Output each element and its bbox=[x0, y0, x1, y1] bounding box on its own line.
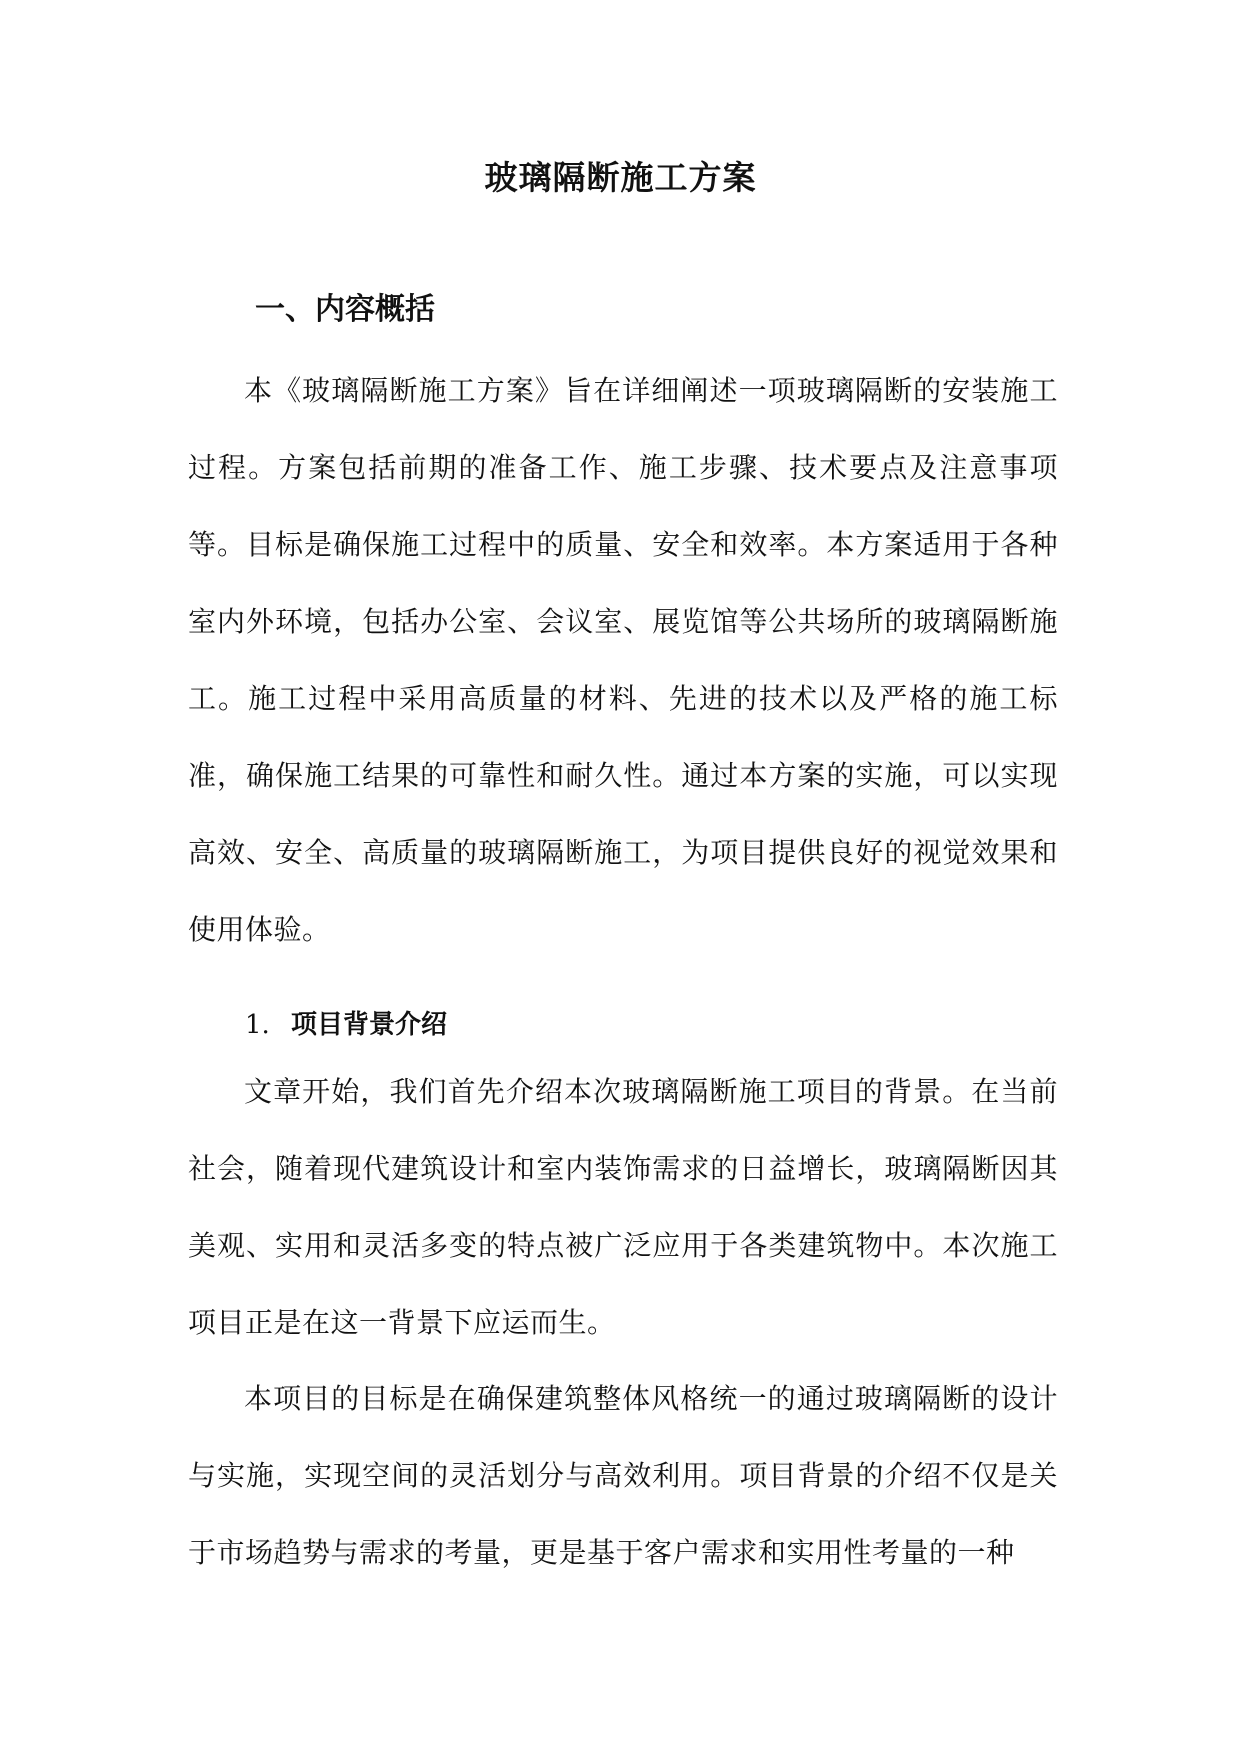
subsection-title: 项目背景介绍 bbox=[291, 1010, 448, 1040]
background-paragraph-1: 文章开始，我们首先介绍本次玻璃隔断施工项目的背景。在当前社会，随着现代建筑设计和室内装饰需求的日益增长，玻璃隔断因其美观、实用和灵活多变的特点被广泛应用于各类建筑物中。本次施工项目正是在这一背景下应运而生。 bbox=[188, 1075, 1058, 1339]
subsection-heading-background bbox=[245, 1000, 447, 1050]
section-heading-overview: 一、内容概括 bbox=[255, 292, 435, 327]
overview-paragraph: 本《玻璃隔断施工方案》旨在详细阐述一项玻璃隔断的安装施工过程。方案包括前期的准备工作、施工步骤、技术要点及注意事项等。目标是确保施工过程中的质量、安全和效率。本方案适用于各种室内外环境，包括办公室、会议室、展览馆等公共场所的玻璃隔断施工。施工过程中采用高质量的材料、先进的技术以及严格的施工标准，确保施工结果的可靠性和耐久性。通过本方案的实施，可以实现高效、安全、高质量的玻璃隔断施工，为项目提供良好的视觉效果和使用体验。 bbox=[188, 374, 1058, 946]
background-paragraph-2: 本项目的目标是在确保建筑整体风格统一的通过玻璃隔断的设计与实施，实现空间的灵活划分与高效利用。项目背景的介绍不仅是关于市场趋势与需求的考量，更是基于客户需求和实用性考量的一种 bbox=[188, 1382, 1058, 1569]
document-title: 玻璃隔断施工方案 bbox=[484, 158, 757, 197]
subsection-number: 1. bbox=[245, 1010, 270, 1040]
